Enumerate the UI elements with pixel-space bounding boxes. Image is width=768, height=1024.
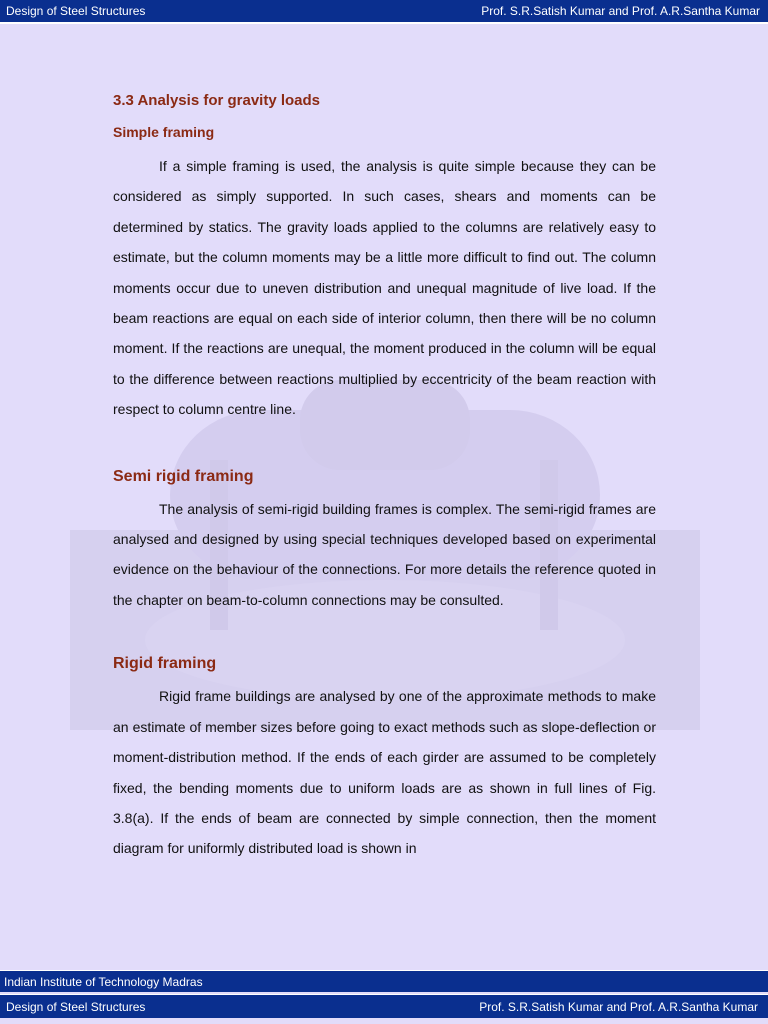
simple-framing-heading: Simple framing [113,124,215,140]
semi-rigid-framing-paragraph: The analysis of semi-rigid building frames is complex. The semi-rigid frames are analysed and designed by using special techniques developed based on experimental evidence on the behaviour of the connections. For more details the reference quoted in the chapter on beam-to-column connections may be consulted. [113,500,656,608]
footer-course-title: Design of Steel Structures [6,999,146,1014]
rigid-framing-paragraph: Rigid frame buildings are analysed by one of the approximate methods to make an estimate of member sizes before going to exact methods such as slope-deflection or moment-distribution method. If the ends of each girder are assumed to be completely fixed, the bending moments due to uniform loads are as shown in full lines of Fig. 3.8(a). If the ends of beam are connected by simple connection, then the moment diagram for uniformly distributed load is shown in [113,688,656,857]
semi-rigid-framing-heading: Semi rigid framing [113,467,254,485]
header-course-title: Design of Steel Structures [6,4,146,18]
simple-framing-paragraph: If a simple framing is used, the analysis is quite simple because they can be considered as simply supported. In such cases, shears and moments can be determined by statics. The gravity loads applied to the columns are relatively easy to estimate, but the column moments may be a little more difficult to find out. The column moments occur due to uneven distribution and unequal magnitude of live load. If the beam reactions are equal on each side of interior column, then there will be no column moment. If the reactions are unequal, the moment produced in the column will be equal to the difference between reactions multiplied by eccentricity of the beam reaction with respect to column centre line. [113,158,656,418]
institute-name: Indian Institute of Technology Madras [4,974,203,989]
page-footer [0,994,768,1018]
rigid-framing-heading: Rigid framing [113,655,217,673]
bottom-strip [0,1018,768,1024]
header-authors: Prof. S.R.Satish Kumar and Prof. A.R.Santha Kumar [481,4,760,18]
page-content [113,86,656,864]
footer-authors: Prof. S.R.Satish Kumar and Prof. A.R.Santha Kumar [479,999,758,1014]
section-title: 3.3 Analysis for gravity loads [113,92,321,109]
institute-footer [0,970,768,992]
page-header [0,0,768,24]
